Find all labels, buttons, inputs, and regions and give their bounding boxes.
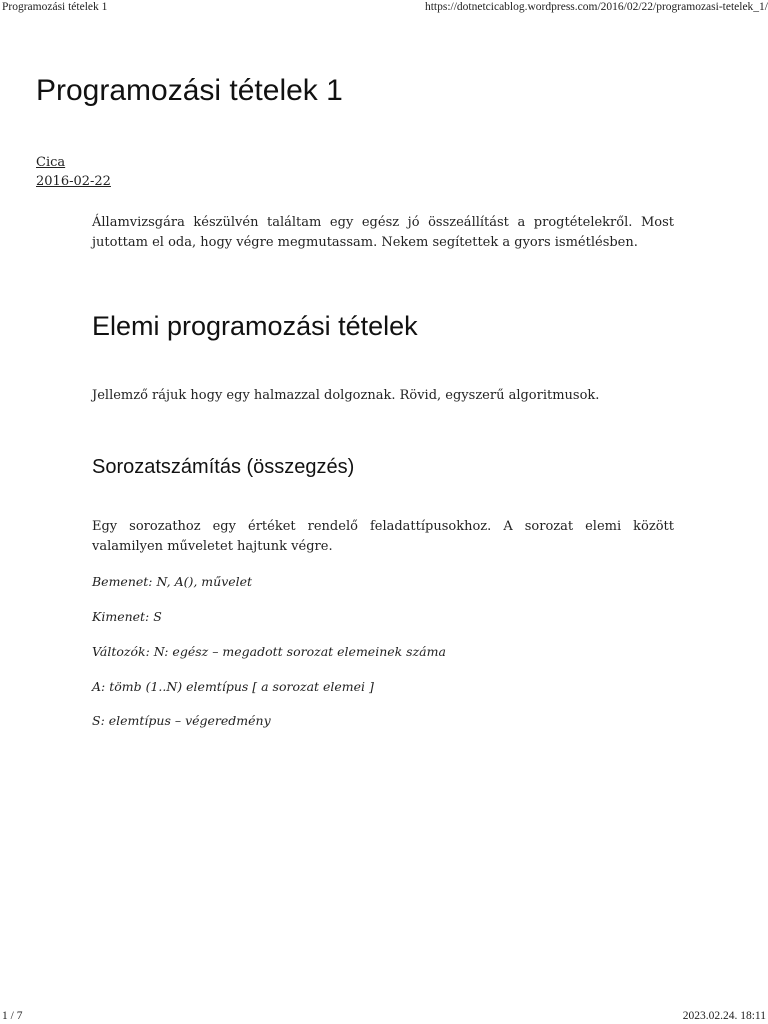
spec-result: S: elemtípus – végeredmény <box>92 713 271 728</box>
section-heading-block <box>92 311 674 342</box>
print-timestamp: 2023.02.24. 18:11 <box>682 1010 766 1022</box>
spec-line-1-block <box>92 573 674 591</box>
page-counter: 1 / 7 <box>2 1010 23 1022</box>
section-description: Jellemző rájuk hogy egy halmazzal dolgoznak. Rövid, egyszerű algoritmusok. <box>92 388 600 403</box>
subsection-heading-block <box>92 456 674 479</box>
spec-output: Kimenet: S <box>92 609 162 624</box>
print-header-title: Programozási tételek 1 <box>2 1 108 13</box>
spec-line-3-block <box>92 643 674 661</box>
print-footer <box>0 1006 768 1024</box>
intro-paragraph: Államvizsgára készülvén találtam egy egész jó összeállítást a progtételekről. Most jutottam el oda, hogy végre megmutassam. Nekem segítettek a gyors ismétlésben. <box>92 215 674 250</box>
date-link[interactable]: 2016-02-22 <box>36 174 111 189</box>
spec-variables: Változók: N: egész – megadott sorozat elemeinek száma <box>92 644 446 659</box>
print-header <box>0 0 768 18</box>
subsection-description-block <box>92 517 674 557</box>
post-meta <box>36 153 111 191</box>
spec-array: A: tömb (1..N) elemtípus [ a sorozat elemei ] <box>92 679 374 694</box>
subsection-heading: Sorozatszámítás (összegzés) <box>92 456 355 478</box>
intro-block <box>92 213 674 253</box>
section-heading: Elemi programozási tételek <box>92 311 418 341</box>
spec-line-5-block <box>92 712 674 730</box>
author-link[interactable]: Cica <box>36 155 66 170</box>
section-description-block <box>92 386 674 406</box>
spec-input: Bemenet: N, A(), művelet <box>92 574 253 589</box>
print-header-url: https://dotnetcicablog.wordpress.com/2016/02/22/programozasi-tetelek_1/ <box>424 1 768 13</box>
spec-line-4-block <box>92 678 674 696</box>
post-title: Programozási tételek 1 <box>36 74 343 107</box>
spec-line-2-block <box>92 608 674 626</box>
subsection-description: Egy sorozathoz egy értéket rendelő feladattípusokhoz. A sorozat elemi között valamilyen műveletet hajtunk végre. <box>92 519 674 554</box>
